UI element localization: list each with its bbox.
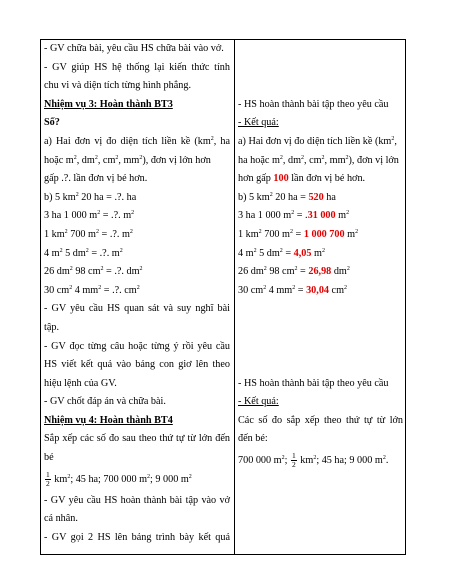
text-line: - GV chốt đáp án và chữa bài. (44, 396, 166, 408)
text-line: gấp .?. lần đơn vị bé hơn. (44, 173, 148, 185)
exercise-line: 1 $km^2$ 700 $m^2$ = .?. $m^2$ (44, 228, 133, 240)
lesson-table (40, 39, 406, 555)
answer-line: 3 ha 1 000 $m^2 = .31$ 000 $m^2$ (238, 210, 350, 222)
question-label: Số? (44, 117, 60, 129)
text-line: hiệu lệnh của GV. (44, 377, 117, 389)
answer-line: 26 $dm^2$ 98 $cm^2 = 26,98$ $dm^2$ (238, 266, 350, 278)
answer-line: 1 $km^2$ 700 $m^2 = 1$ 000 700 $m^2$ (238, 228, 359, 240)
fraction-line: 700 000 $m^2$; $\frac{1}{2}$ $km^2$; 45 ha; 9 000 $m^2$. (238, 451, 389, 470)
text-line: bé (44, 452, 54, 464)
text-line: - HS hoàn thành bài tập theo yêu cầu (238, 98, 389, 110)
text-line: cá nhân. (44, 513, 78, 525)
text-line: - GV giúp HS hệ thống lại kiến thức tính (44, 61, 230, 73)
student-activities-column (238, 40, 403, 473)
half-fraction: $\frac{1}{2}$ (291, 451, 296, 470)
answer-line: b) 5 $km^2$ 20 ha = 520 ha (238, 191, 336, 203)
result-label: - Kết quả: (238, 117, 279, 129)
half-fraction: $\frac{1}{2}$ (46, 469, 50, 488)
exercise-line: 30 $cm^2$ 4 $mm^2$ = .?. $cm^2$ (44, 284, 140, 296)
text-line: hơn gấp 100 lần đơn vị bé hơn. (238, 173, 366, 185)
exercise-line: 3 ha 1 000 $m^2$ = .?. $m^2$ (44, 210, 135, 222)
exercise-line: b) 5 $km^2$ 20 ha = .?. ha (44, 191, 137, 203)
fraction-line: $\frac{1}{2}$ $km^2$; 45 ha; 700 000 $m^2$; 9 000 $m^2$ (46, 469, 192, 488)
text-line: Các số đo sắp xếp theo thứ tự từ lớn (238, 414, 403, 426)
task3-heading: Nhiệm vụ 3: Hoàn thành BT3 (44, 98, 173, 110)
text-line: - GV yêu cầu HS quan sát và suy nghĩ bài (44, 303, 230, 315)
text-line: - GV gọi 2 HS lên bảng trình bày kết quả (44, 531, 230, 543)
task4-heading: Nhiệm vụ 4: Hoàn thành BT4 (44, 414, 173, 426)
answer-line: 30 $cm^2$ 4 $mm^2 = 30,04$ $cm^2$ (238, 284, 347, 296)
text-line: đến bé: (238, 433, 268, 445)
text-line: chu vi và diện tích từng hình phẳng. (44, 80, 191, 92)
text-line: HS viết kết quả vào bảng con giơ lên theo (44, 359, 230, 371)
text-line: - GV chữa bài, yêu cầu HS chữa bài vào vở. (44, 43, 224, 54)
answer-line: 4 $m^2$ 5 $dm^2 = 4,05$ $m^2$ (238, 247, 325, 259)
exercise-line: 4 $m^2$ 5 $dm^2$ = .?. $m^2$ (44, 247, 123, 259)
text-line: tập. (44, 321, 59, 333)
exercise-line: 26 $dm^2$ 98 $cm^2$ = .?. $dm^2$ (44, 266, 143, 278)
result-label: - Kết quả: (238, 396, 279, 408)
text-line: - GV yêu cầu HS hoàn thành bài tập vào vở (44, 494, 230, 506)
text-line: a) Hai đơn vị đo diện tích liền kề ($km^2$, ha (44, 135, 230, 147)
text-line: hoặc $m^2$, $dm^2$, $cm^2$, $mm^2$), đơn vị lớn hơn (44, 154, 211, 166)
text-line: - GV đọc từng câu hoặc từng ý rồi yêu cầu (44, 340, 230, 352)
text-line: ha hoặc $m^2$, $dm^2$, $cm^2$, $mm^2$), đơn vị lớn (238, 154, 399, 166)
text-line: - HS hoàn thành bài tập theo yêu cầu (238, 377, 389, 389)
text-line: Sắp xếp các số đo sau theo thứ tự từ lớn đến (44, 433, 230, 445)
column-divider (234, 40, 235, 554)
text-line: a) Hai đơn vị đo diện tích liền kề ($km^2$, (238, 135, 397, 147)
teacher-activities-column (44, 40, 230, 547)
